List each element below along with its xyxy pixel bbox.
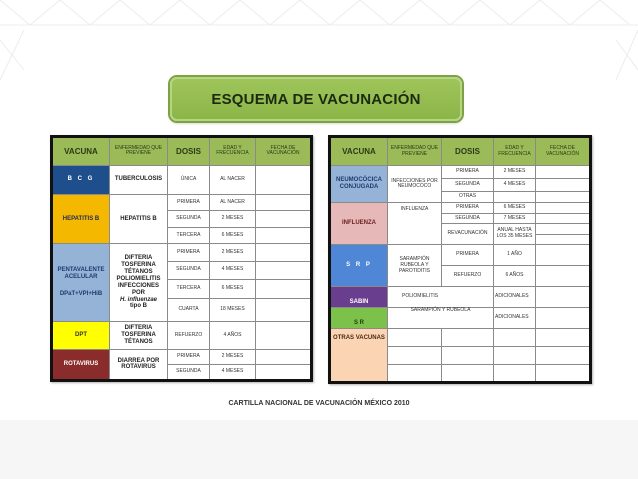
date-input-cell[interactable] [256,211,312,228]
page-title: ESQUEMA DE VACUNACIÓN [211,90,421,108]
vaccination-table-right [328,135,592,384]
vaccine-dpt: DPT [52,321,110,349]
dose-cell: PRIMERA [442,203,494,214]
bottom-band [0,420,638,479]
age-cell: 6 AÑOS [494,266,536,287]
date-input-cell[interactable] [536,191,591,203]
age-cell: ANUAL HASTA LOS 35 MESES [494,224,536,245]
date-input-cell[interactable] [536,329,591,347]
blank-cell[interactable] [388,364,442,382]
dose-cell: PRIMERA [442,245,494,266]
disease-cell [110,244,168,322]
source-caption: CARTILLA NACIONAL DE VACUNACIÓN MÉXICO 2010 [228,400,410,407]
dose-cell: ADICIONALES [494,308,536,329]
date-input-cell[interactable] [536,266,591,287]
disease-text-italic: H. influenzae [119,296,157,303]
date-input-cell[interactable] [536,179,591,192]
age-cell: AL NACER [210,194,256,211]
age-cell: 2 MESES [210,211,256,228]
header-dosis: DOSIS [442,137,494,166]
age-cell: 2 MESES [210,244,256,262]
dose-cell: SEGUNDA [168,262,210,280]
vaccine-formula: DPaT+VPI+HiB [59,291,103,298]
date-input-cell[interactable] [256,365,312,381]
vaccine-otras: OTRAS VACUNAS [330,329,388,383]
date-input-cell[interactable] [256,321,312,349]
blank-cell[interactable] [442,347,494,365]
dose-cell: PRIMERA [168,349,210,365]
disease-cell: SARAMPIÓN Y RUBEOLA [388,308,494,329]
dose-cell: PRIMERA [168,194,210,211]
date-input-cell[interactable] [256,299,312,322]
blank-cell[interactable] [388,347,442,365]
vaccine-srp: S R P [330,245,388,287]
dose-cell: REFUERZO [442,266,494,287]
vaccine-sabin: SABIN [330,287,388,308]
blank-cell[interactable] [494,329,536,347]
table-row [330,245,591,266]
dose-cell: PRIMERA [168,244,210,262]
vaccine-bcg: B C G [52,165,110,194]
age-cell: 6 MESES [210,227,256,244]
table-row [52,194,312,211]
table-row [330,308,591,329]
header-fecha: FECHA DE VACUNACIÓN [536,137,591,166]
header-edad: EDAD Y FRECUENCIA [494,137,536,166]
vaccine-rotavirus: ROTAVIRUS [52,349,110,380]
dose-cell: SEGUNDA [168,365,210,381]
disease-cell: DIARREA POR ROTAVIRUS [110,349,168,380]
disease-cell: TUBERCULOSIS [110,165,168,194]
date-input-cell[interactable] [536,347,591,365]
date-input-cell[interactable] [536,245,591,266]
age-cell: 7 MESES [494,213,536,224]
dose-cell: ADICIONALES [494,287,536,308]
dose-cell: SEGUNDA [442,213,494,224]
table-row [52,165,312,194]
age-cell: 18 MESES [210,299,256,322]
disease-cell: POLIOMIELITIS [388,287,494,308]
date-input-cell[interactable] [256,194,312,211]
vaccine-hepatitis-b: HEPATITIS B [52,194,110,244]
dose-cell: PRIMERA [442,166,494,179]
disease-cell: DIFTERIA TOSFERINA TÉTANOS [110,321,168,349]
age-cell: 2 MESES [494,166,536,179]
table-row [52,244,312,262]
date-input-cell[interactable] [536,287,591,308]
blank-cell[interactable] [388,329,442,347]
table-row [330,329,591,347]
header-enfermedad: ENFERMEDAD QUE PREVIENE [110,137,168,166]
dose-cell: TERCERA [168,227,210,244]
date-input-cell[interactable] [256,244,312,262]
blank-cell[interactable] [442,329,494,347]
vaccine-name: PENTAVALENTE ACELULAR [57,267,105,281]
disease-cell: INFLUENZA [388,203,442,245]
dose-cell: SEGUNDA [168,211,210,228]
vaccine-neumococica: NEUMOCÓCICA CONJUGADA [330,166,388,203]
header-enfermedad: ENFERMEDAD QUE PREVIENE [388,137,442,166]
date-input-cell[interactable] [536,213,591,224]
disease-text: DIFTERIA TOSFERINA TÉTANOS POLIOMIELITIS INFECCIONES POR [116,255,161,296]
table-header-row [52,137,312,166]
table-row [330,287,591,308]
date-input-cell[interactable] [536,203,591,214]
vaccination-table-left [50,135,313,382]
age-cell: 6 MESES [494,203,536,214]
header-dosis: DOSIS [168,137,210,166]
header-fecha: FECHA DE VACUNACIÓN [256,137,312,166]
date-input-cell[interactable] [256,165,312,194]
dose-cell: SEGUNDA [442,179,494,192]
disease-cell: SARAMPIÓN RUBEOLA Y PAROTIDITIS [388,245,442,287]
age-cell: 4 MESES [494,179,536,192]
blank-cell[interactable] [494,364,536,382]
table-row [330,203,591,214]
blank-cell[interactable] [494,347,536,365]
vaccine-influenza: INFLUENZA [330,203,388,245]
table-row [330,166,591,179]
header-vacuna: VACUNA [330,137,388,166]
age-cell: 2 MESES [210,349,256,365]
blank-cell[interactable] [442,364,494,382]
age-cell: AL NACER [210,165,256,194]
title-banner [170,77,462,121]
header-vacuna: VACUNA [52,137,110,166]
dose-cell: OTRAS [442,191,494,203]
date-input-cell[interactable] [536,166,591,179]
vaccine-pentavalente [52,244,110,322]
table-row [52,321,312,349]
vaccine-sr: S R [330,308,388,329]
header-edad: EDAD Y FRECUENCIA [210,137,256,166]
date-input-cell[interactable] [256,227,312,244]
table-header-row [330,137,591,166]
age-cell [494,191,536,203]
date-input-cell[interactable] [536,364,591,382]
disease-text: tipo B [130,303,147,310]
dose-cell: TERCERA [168,279,210,299]
dose-cell: CUARTA [168,299,210,322]
date-input-cell[interactable] [256,349,312,365]
date-input-cell[interactable] [256,279,312,299]
age-cell: 4 AÑOS [210,321,256,349]
date-input-cell[interactable] [536,308,591,329]
age-cell: 4 MESES [210,365,256,381]
dose-cell: REVACUNACIÓN [442,224,494,245]
disease-cell: HEPATITIS B [110,194,168,244]
date-input-cell[interactable] [536,224,591,235]
date-input-cell[interactable] [256,262,312,280]
age-cell: 6 MESES [210,279,256,299]
dose-cell: REFUERZO [168,321,210,349]
age-cell: 1 AÑO [494,245,536,266]
disease-cell: INFECCIONES POR NEUMOCOCO [388,166,442,203]
table-row [52,349,312,365]
date-input-cell[interactable] [536,234,591,245]
dose-cell: ÚNICA [168,165,210,194]
age-cell: 4 MESES [210,262,256,280]
